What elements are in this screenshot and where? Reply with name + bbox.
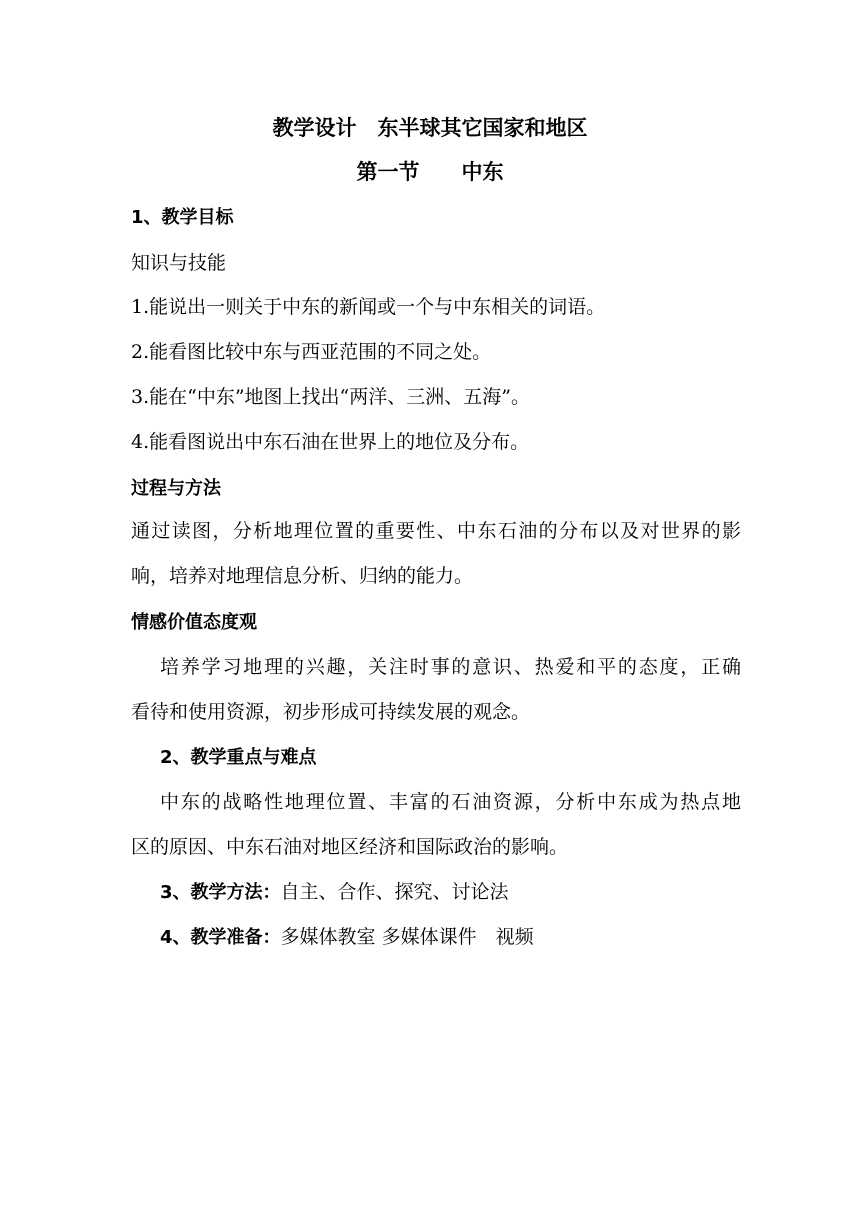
prep-line (160, 925, 770, 950)
emotion-line-1: 培养学习地理的兴趣，关注时事的意识、热爱和平的态度，正确 (160, 656, 741, 678)
knowledge-item-1: 1.能说出一则关于中东的新闻或一个与中东相关的词语。 (131, 296, 606, 318)
emotion-heading: 情感价值态度观 (131, 612, 257, 633)
key-points-line-2: 区的原因、中东石油对地区经济和国际政治的影响。 (131, 836, 569, 858)
emotion-line-2: 看待和使用资源，初步形成可持续发展的观念。 (131, 701, 531, 723)
knowledge-item-2: 2.能看图比较中东与西亚范围的不同之处。 (131, 341, 492, 363)
prep-label: 4、教学准备： (160, 927, 281, 948)
knowledge-item-3: 3.能在“中东”地图上找出“两洋、三洲、五海”。 (131, 386, 530, 408)
methods-label: 3、教学方法： (160, 882, 281, 903)
process-line-1: 通过读图，分析地理位置的重要性、中东石油的分布以及对世界的影 (131, 520, 741, 542)
methods-line (160, 880, 770, 905)
prep-value: 多媒体教室 多媒体课件 视频 (280, 926, 534, 948)
knowledge-item-4: 4.能看图说出中东石油在世界上的地位及分布。 (131, 431, 530, 453)
document-title: 教学设计 东半球其它国家和地区 (272, 116, 588, 140)
key-points-heading: 2、教学重点与难点 (160, 747, 317, 768)
section-title: 第一节 中东 (356, 160, 504, 184)
process-line-2: 响，培养对地理信息分析、归纳的能力。 (131, 565, 474, 587)
process-heading: 过程与方法 (131, 478, 221, 499)
methods-value: 自主、合作、探究、讨论法 (280, 881, 509, 903)
key-points-line-1: 中东的战略性地理位置、丰富的石油资源，分析中东成为热点地 (160, 791, 741, 813)
objectives-heading: 1、教学目标 (131, 207, 234, 228)
knowledge-heading: 知识与技能 (131, 252, 227, 274)
